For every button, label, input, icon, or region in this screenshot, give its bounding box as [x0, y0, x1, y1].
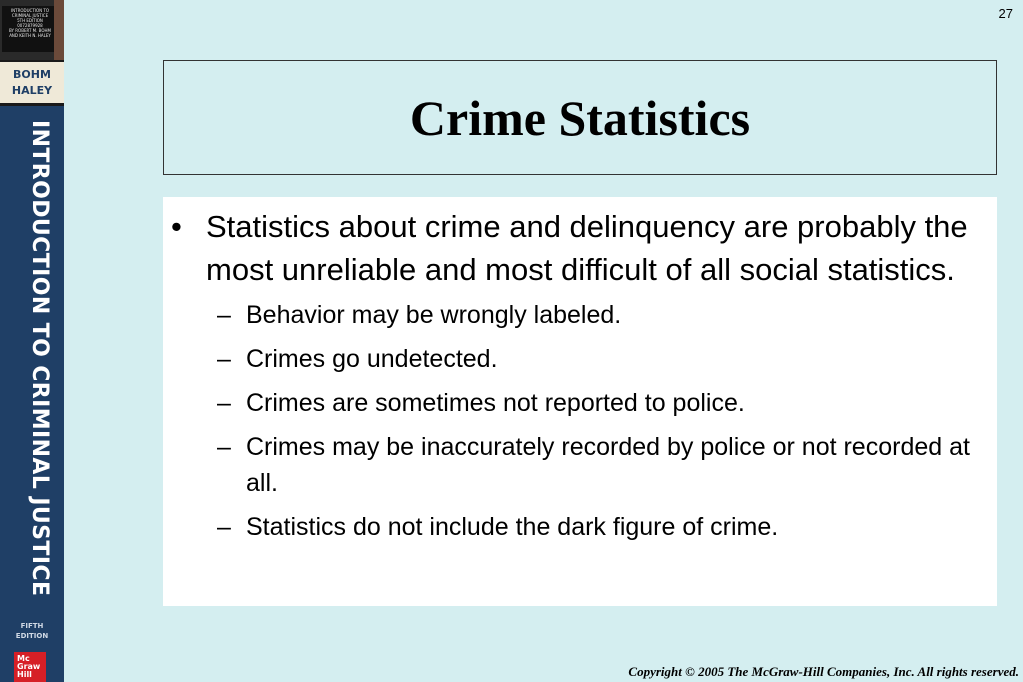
book-spine-sidebar [0, 0, 64, 682]
sub-bullet-item: – Behavior may be wrongly labeled. [246, 297, 973, 333]
sub-bullet-item: – Crimes are sometimes not reported to police. [246, 385, 973, 421]
cover-photo [54, 0, 64, 60]
author-names [0, 60, 64, 106]
sub-bullet-item: – Crimes go undetected. [246, 341, 973, 377]
mcgraw-hill-logo: Mc Graw Hill [14, 652, 46, 682]
title-box [163, 60, 997, 175]
sub-bullet-item: – Statistics do not include the dark figure of crime. [246, 509, 973, 545]
copyright-notice: Copyright © 2005 The McGraw-Hill Companies, Inc. All rights reserved. [628, 664, 1019, 679]
author-bohm: BOHM [13, 68, 51, 81]
book-cover-thumbnail [0, 0, 64, 60]
slide-title: Crime Statistics [409, 89, 751, 146]
sub-bullet-list [206, 297, 973, 545]
spine-title: INTRODUCTION TO CRIMINAL JUSTICE [27, 120, 52, 597]
page-number: 27 [998, 6, 1013, 21]
sub-bullet-item: – Crimes may be inaccurately recorded by police or not recorded at all. [246, 429, 973, 501]
edition-label: FIFTH EDITION [15, 622, 49, 640]
main-bullet: • Statistics about crime and delinquency are probably the most unreliable and most difficult of all social statistics. [206, 205, 973, 291]
author-haley: HALEY [11, 84, 53, 97]
content-box [163, 197, 997, 606]
cover-text: INTRODUCTION TO CRIMINAL JUSTICE 5TH EDITION 0072879928 BY ROBERT M. BOHM AND KEITH N. HALEY [2, 6, 58, 52]
